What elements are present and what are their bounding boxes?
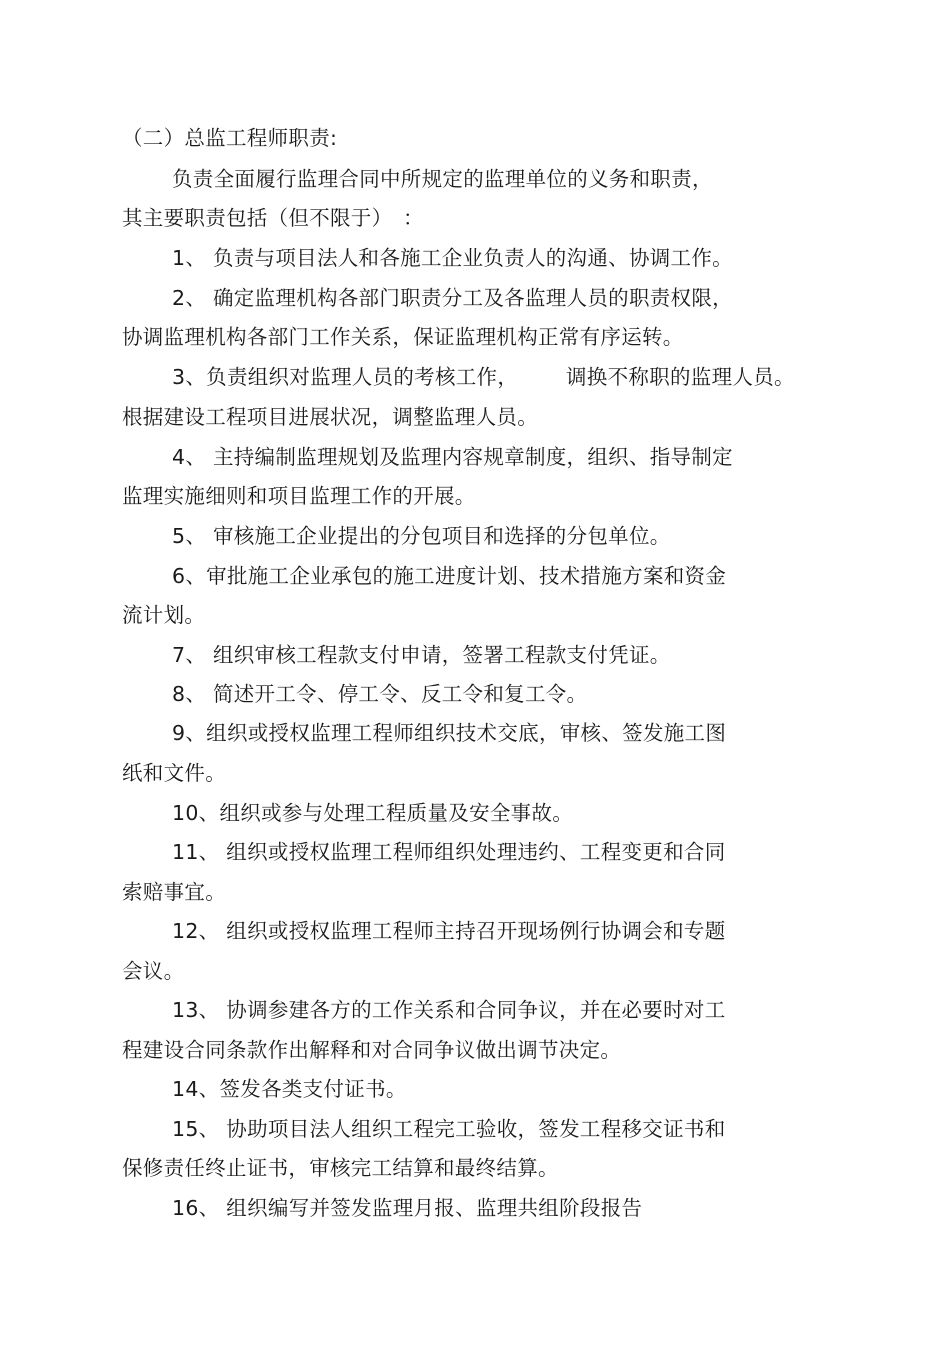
duty-item-11: 11、 组织或授权监理工程师组织处理违约、工程变更和合同 [172,840,726,864]
duty-item-3: 3、负责组织对监理人员的考核工作， [172,365,519,389]
duty-item-9-cont: 纸和文件。 [122,761,226,785]
duty-item-14: 14、签发各类支付证书。 [172,1077,407,1101]
duty-item-6-cont: 流计划。 [122,603,206,627]
duty-item-10: 10、组织或参与处理工程质量及安全事故。 [172,801,574,825]
duty-item-15: 15、 协助项目法人组织工程完工验收，签发工程移交证书和 [172,1117,726,1141]
duty-item-4-cont: 监理实施细则和项目监理工作的开展。 [122,484,476,508]
duty-item-15-cont: 保修责任终止证书，审核完工结算和最终结算。 [122,1156,559,1180]
duty-item-11-cont: 索赔事宜。 [122,880,226,904]
duty-item-13: 13、 协调参建各方的工作关系和合同争议，并在必要时对工 [172,998,726,1022]
duty-item-7: 7、 组织审核工程款支付申请，签署工程款支付凭证。 [172,643,671,667]
duty-item-9: 9、组织或授权监理工程师组织技术交底，审核、签发施工图 [172,721,727,745]
duty-item-12: 12、 组织或授权监理工程师主持召开现场例行协调会和专题 [172,919,726,943]
duty-item-2: 2、 确定监理机构各部门职责分工及各监理人员的职责权限， [172,286,733,310]
duty-item-5: 5、 审核施工企业提出的分包项目和选择的分包单位。 [172,524,671,548]
section-heading: （二）总监工程师职责: [122,126,338,150]
duty-item-4: 4、 主持编制监理规划及监理内容规章制度，组织、指导制定 [172,445,733,469]
duty-item-3-cont: 根据建设工程项目进展状况，调整监理人员。 [122,405,538,429]
duty-item-1: 1、 负责与项目法人和各施工企业负责人的沟通、协调工作。 [172,246,733,270]
duty-item-13-cont: 程建设合同条款作出解释和对合同争议做出调节决定。 [122,1038,622,1062]
duty-item-8: 8、 简述开工令、停工令、反工令和复工令。 [172,682,588,706]
intro-line-2: 其主要职责包括（但不限于） ： [122,206,424,230]
duty-item-6: 6、审批施工企业承包的施工进度计划、技术措施方案和资金 [172,564,727,588]
duty-item-12-cont: 会议。 [122,959,185,983]
duty-item-16: 16、 组织编写并签发监理月报、监理共组阶段报告 [172,1196,643,1220]
intro-line-1: 负责全面履行监理合同中所规定的监理单位的义务和职责， [172,167,713,191]
duty-item-2-cont: 协调监理机构各部门工作关系，保证监理机构正常有序运转。 [122,325,684,349]
duty-item-3-part-b: 调换不称职的监理人员。 [566,365,795,389]
